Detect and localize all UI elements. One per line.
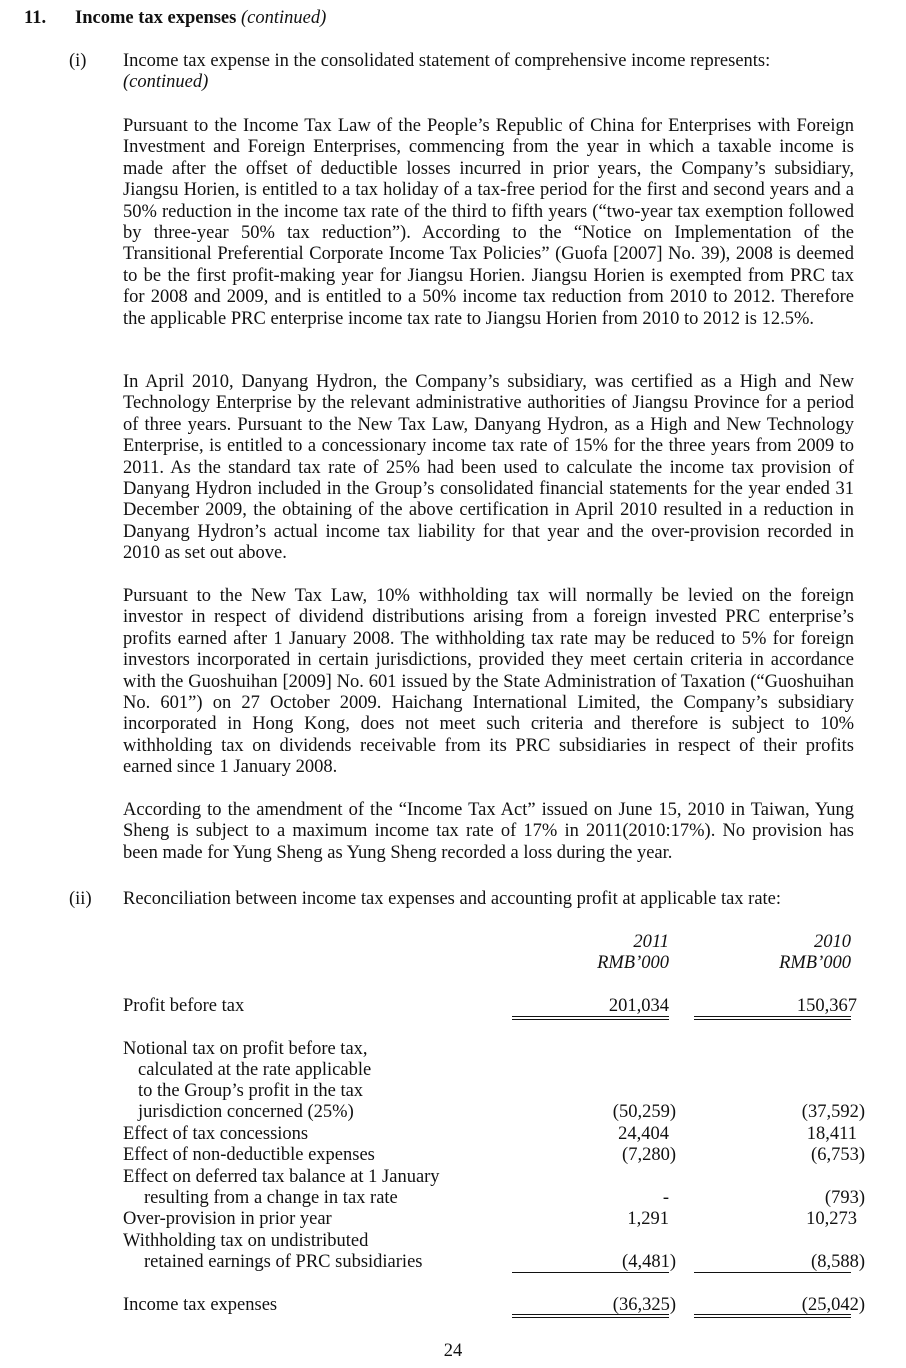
row-income-tax-expenses <box>123 1295 863 1316</box>
paragraph-withholding-tax: Pursuant to the New Tax Law, 10% withholding tax will normally be levied on the foreign investor in respect of dividend distributions arising from a foreign invested PRC enterprise’s profits earned after 1 January 2008. The withholding tax rate may be reduced to 5% for foreign investors incorporated in certain jurisdictions, provided they meet certain criteria in accordance with the Guoshuihan [2009] No. 601 issued by the State Administration of Taxation (“Guoshuihan No. 601”) on 27 October 2009. Haichang International Limited, the Company’s subsidiary incorporated in Hong Kong, does not meet such criteria and therefore is subject to 10% withholding tax on dividends receivable from its PRC subsidiaries in respect of their profits earned since 1 January 2008. <box>123 586 854 778</box>
subsection-i-heading <box>123 51 854 94</box>
value-2010: (8,588) <box>811 1252 865 1272</box>
value-2011: (50,259) <box>612 1102 676 1122</box>
subsection-marker-i: (i) <box>69 51 87 71</box>
column-header-2010-unit: RMB’000 <box>779 953 851 973</box>
row-over-provision <box>123 1209 863 1230</box>
value-2010: 10,273 <box>806 1209 857 1229</box>
column-header-2010-year: 2010 <box>814 932 851 952</box>
row-label: jurisdiction concerned (25%) <box>138 1102 354 1122</box>
row-label: Withholding tax on undistributed <box>123 1231 369 1251</box>
value-2010: (25,042) <box>801 1295 865 1315</box>
section-title-suffix: (continued) <box>240 8 327 28</box>
section-title <box>75 8 326 29</box>
column-header-2011-unit: RMB’000 <box>597 953 669 973</box>
subsection-ii-heading: Reconciliation between income tax expenses and accounting profit at applicable tax rate: <box>123 889 782 909</box>
double-underline-total-2011 <box>512 1314 669 1318</box>
value-2011: 1,291 <box>627 1209 669 1229</box>
double-underline-2011 <box>512 1016 669 1020</box>
page-number: 24 <box>443 1341 463 1361</box>
row-label: calculated at the rate applicable <box>138 1060 372 1080</box>
row-label: Profit before tax <box>123 996 245 1016</box>
value-2011: (36,325) <box>612 1295 676 1315</box>
value-2010: (793) <box>824 1188 865 1208</box>
column-header-2011-year: 2011 <box>633 932 669 952</box>
row-deferred-tax <box>123 1188 863 1209</box>
value-2010: 150,367 <box>796 996 857 1016</box>
section-number: 11. <box>24 8 47 28</box>
subsection-i-heading-suffix: (continued) <box>123 72 209 93</box>
row-notional-tax <box>123 1102 863 1123</box>
row-label: resulting from a change in tax rate <box>144 1188 398 1208</box>
row-label: Notional tax on profit before tax, <box>123 1039 368 1059</box>
subsection-i-heading-text: Income tax expense in the consolidated statement of comprehensive income represents: <box>123 51 771 71</box>
paragraph-yung-sheng: According to the amendment of the “Income Tax Act” issued on June 15, 2010 in Taiwan, Yung Sheng is subject to a maximum income tax rate of 17% in 2011(2010:17%). No provision has been made for Yung Sheng as Yung Sheng recorded a loss during the year. <box>123 800 854 863</box>
row-label: Income tax expenses <box>123 1295 278 1315</box>
value-2011: (7,280) <box>622 1145 676 1165</box>
underline-2010 <box>694 1272 851 1273</box>
row-label: retained earnings of PRC subsidiaries <box>144 1252 423 1272</box>
value-2011: 201,034 <box>608 996 669 1016</box>
double-underline-total-2010 <box>694 1314 851 1318</box>
row-notional-line-1 <box>123 1039 863 1060</box>
paragraph-jiangsu-horien: Pursuant to the Income Tax Law of the People’s Republic of China for Enterprises with Foreign Investment and Foreign Enterprises, commencing from the year in which a taxable income is made after the offset of deductible losses incurred in prior years, the Company’s subsidiary, Jiangsu Horien, is entitled to a tax holiday of a tax-free period for the first and second years and a 50% reduction in the income tax rate of the third to fifth years (“two-year tax exemption followed by three-year 50% tax reduction”). According to the “Notice on Implementation of the Transitional Preferential Corporate Income Tax Policies” (Guofa [2007] No. 39), 2008 is deemed to be the first profit-making year for Jiangsu Horien. Jiangsu Horien is exempted from PRC tax for 2008 and 2009, and is entitled to a 50% income tax reduction from 2010 to 2012. Therefore the applicable PRC enterprise income tax rate to Jiangsu Horien from 2010 to 2012 is 12.5%. <box>123 116 854 329</box>
double-underline-2010 <box>694 1016 851 1020</box>
row-notional-line-3 <box>123 1081 863 1102</box>
value-2011: - <box>662 1188 669 1208</box>
underline-2011 <box>512 1272 669 1273</box>
row-label: Effect of tax concessions <box>123 1124 309 1144</box>
row-deferred-line-1 <box>123 1167 863 1188</box>
value-2011: (4,481) <box>622 1252 676 1272</box>
row-profit-before-tax <box>123 996 863 1017</box>
row-notional-line-2 <box>123 1060 863 1081</box>
value-2011: 24,404 <box>618 1124 669 1144</box>
row-label: Effect of non-deductible expenses <box>123 1145 375 1165</box>
paragraph-danyang-hydron: In April 2010, Danyang Hydron, the Company’s subsidiary, was certified as a High and New Technology Enterprise by the relevant administrative authorities of Jiangsu Province for a period of three years. Pursuant to the New Tax Law, Danyang Hydron, as a High and New Technology Enterprise, is entitled to a concessionary income tax rate of 15% for the three years from 2009 to 2011. As the standard tax rate of 25% had been used to calculate the income tax provision of Danyang Hydron included in the Group’s consolidated financial statements for the year ended 31 December 2009, the obtaining of the above certification in April 2010 resulted in a reduction in Danyang Hydron’s actual income tax liability for that year and the over-provision recorded in 2010 as set out above. <box>123 372 854 564</box>
value-2010: 18,411 <box>806 1124 857 1144</box>
row-tax-concessions <box>123 1124 863 1145</box>
row-withholding-tax <box>123 1252 863 1273</box>
value-2010: (37,592) <box>801 1102 865 1122</box>
row-withholding-line-1 <box>123 1231 863 1252</box>
row-non-deductible <box>123 1145 863 1166</box>
subsection-marker-ii: (ii) <box>69 889 92 909</box>
row-label: Effect on deferred tax balance at 1 January <box>123 1167 440 1187</box>
row-label: to the Group’s profit in the tax <box>138 1081 364 1101</box>
row-label: Over-provision in prior year <box>123 1209 332 1229</box>
section-title-text: Income tax expenses <box>75 8 237 28</box>
value-2010: (6,753) <box>811 1145 865 1165</box>
